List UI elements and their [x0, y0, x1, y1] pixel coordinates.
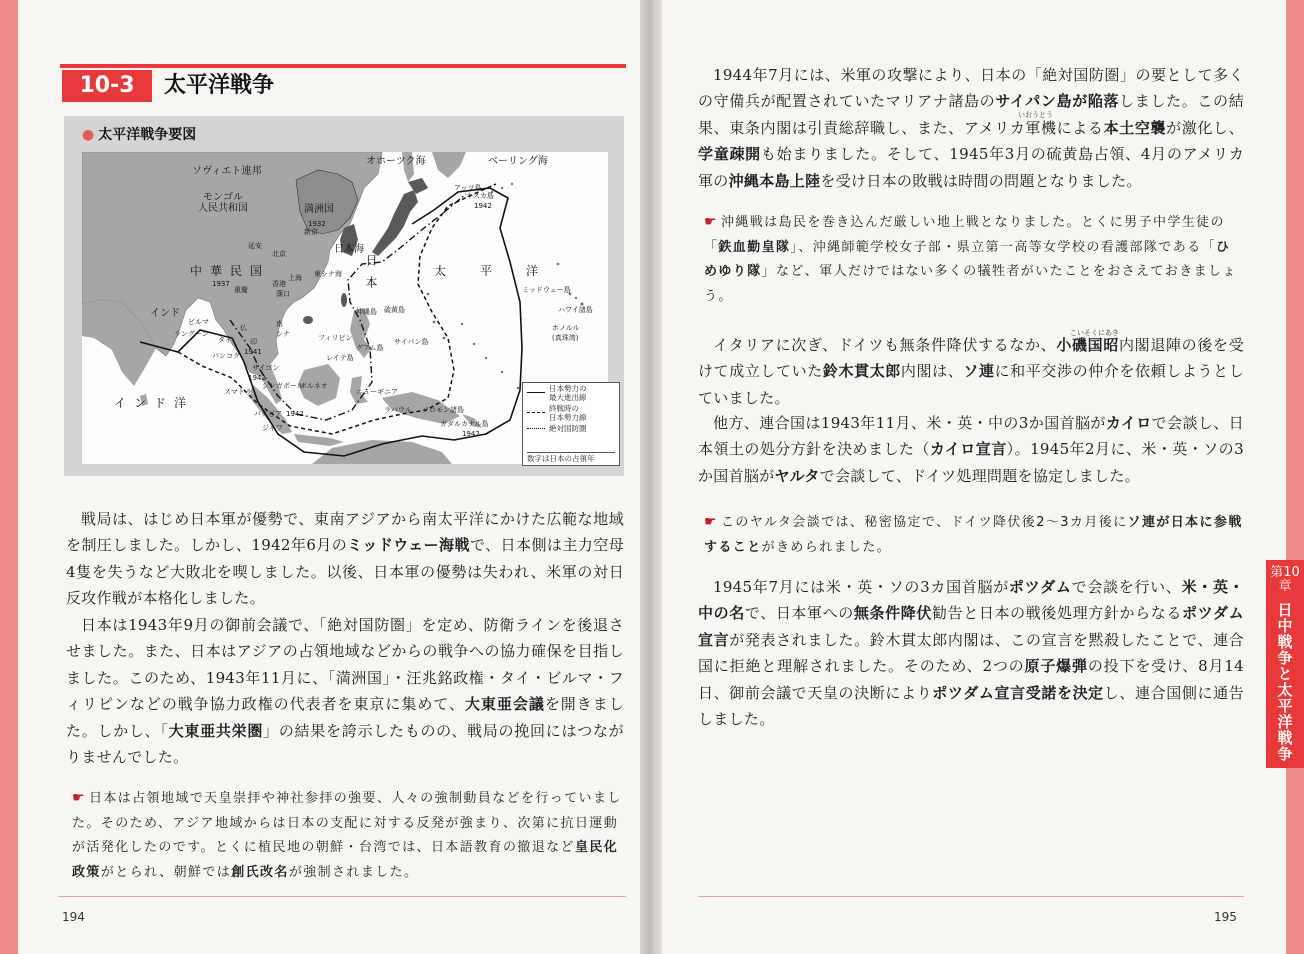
- label-1937: 1937: [212, 280, 230, 288]
- pointing-hand-icon: ☛: [72, 790, 86, 806]
- section-title: 太平洋戦争: [164, 73, 275, 98]
- label-iwojima: 硫黄島: [384, 306, 405, 314]
- chapter-title: 日中戦争と太平洋戦争: [1275, 602, 1294, 762]
- pacific-war-map-figure: [64, 116, 624, 476]
- label-chongqing: 重慶: [234, 286, 248, 294]
- label-honolulu: ホノルル: [552, 324, 580, 332]
- label-singapore: シンガポール: [262, 382, 304, 390]
- label-solomon: ソロモン諸島: [422, 406, 464, 414]
- bold-term-kominka: 皇民化政策: [72, 840, 619, 880]
- dash-dot-line-symbol: [527, 412, 545, 413]
- figure-title-text: 太平洋戦争要図: [98, 127, 197, 143]
- bold-term-tekketsu: 鉄血勤皇隊: [718, 239, 791, 255]
- label-batavia: バタビア: [254, 410, 282, 418]
- book-gutter: [640, 0, 662, 954]
- label-hanoi: 漢口: [276, 290, 290, 298]
- label-hongkong: 香港: [272, 280, 286, 288]
- footer-rule-left: [58, 896, 626, 897]
- section-number: 10-3: [62, 70, 152, 102]
- label-japan: 日本: [364, 254, 378, 298]
- label-java: ジャワ: [262, 424, 283, 432]
- page-number-right: 195: [1214, 910, 1237, 924]
- bold-term-potsdam: ポツダム: [1008, 578, 1072, 596]
- label-1942d: 1942: [462, 430, 480, 438]
- bold-term-okinawa-landing: 沖縄本島上陸: [728, 171, 821, 190]
- label-indian-ocean: インド洋: [114, 396, 195, 410]
- bold-term-co-prosperity-sphere: 大東亜共栄圏: [168, 721, 264, 740]
- note-paragraph-r2: ☛ このヤルタ会談では、秘密協定で、ドイツ降伏後2〜3カ月後にソ連が日本に参戦することがきめられました。: [704, 514, 1243, 555]
- label-1941: 1941: [244, 348, 262, 356]
- bold-term-soshi-kaimei: 創氏改名: [231, 864, 289, 880]
- legend-note: 数字は日本の占領年: [527, 452, 615, 463]
- body-paragraph-2: 日本は1943年9月の御前会議で、「絶対国防圏」を定め、防衛ラインを後退させました。また、日本はアジアの占領地域などからの戦争への協力確保を目指しました。このため、1943年11月に、「満洲国」・汪兆銘政権・タイ・ビルマ・フィリピンなどの戦争協力政権の代表者を東京に集めて、大東亜会議を開きました。しかし、「大東亜共栄圏」の結果を誇示したものの、戦局の挽回にはつながりませんでした。: [66, 616, 624, 767]
- body-paragraph-r3: 他方、連合国は1943年11月、米・英・中の3か国首脳がカイロで会談し、日本領土の処分方針を決めました（カイロ宣言）。1945年2月に、米・英・ソの3か国首脳がヤルタで会談して、ドイツ処理問題を協定しました。: [698, 414, 1244, 485]
- bold-term-soviet-entry: ソ連が日本に参戦すること: [704, 515, 1243, 555]
- bold-term-cairo-declaration: カイロ宣言: [929, 440, 1007, 459]
- left-page: [18, 0, 640, 954]
- dashed-line-symbol: [527, 428, 545, 429]
- label-india: インド: [150, 308, 180, 319]
- page-number-left: 194: [62, 910, 85, 924]
- circle-bullet-icon: ●: [82, 127, 95, 143]
- bold-term-unconditional-surrender: 無条件降伏: [853, 604, 933, 623]
- ruby-iou: いおうとう: [1018, 111, 1053, 119]
- note-paragraph-left: ☛ 日本は占領地域で天皇崇拝や神社参拝の強要、人々の強制動員などを行っていました。そのため、アジア地域からは日本の支配に対する反発が強まり、次第に抗日運動が活発化したのです。とくに植民地の朝鮮・台湾では、日本語教育の撤退など皇民化政策がとられ、朝鮮では創氏改名が強制されました。: [72, 790, 622, 880]
- label-1942a: 1942: [248, 374, 266, 382]
- label-xinjing: 新京: [304, 228, 318, 236]
- bold-term-potsdam-declaration: ポツダム宣言: [698, 604, 1244, 649]
- label-beijing: 北京: [272, 250, 286, 258]
- label-saipan: サイパン島: [394, 338, 429, 346]
- label-pearl-harbor: (真珠湾): [552, 334, 579, 342]
- legend-max-advance: [523, 383, 619, 403]
- chapter-number: 第10章: [1270, 565, 1300, 594]
- label-china: 中華民国: [190, 264, 271, 278]
- label-bangkok: バンコク: [212, 352, 240, 360]
- label-guadalcanal: ガダルカナル島: [440, 420, 489, 428]
- left-page-edge: [0, 0, 18, 954]
- label-futsu: 仏: [240, 324, 247, 332]
- note-paragraph-r1: ☛ 沖縄戦は島民を巻き込んだ厳しい地上戦となりました。とくに男子中学生徒の「鉄血勤皇隊」、沖縄師範学校女子部・県立第一高等女学校の看護部隊である「ひめゆり隊」など、軍人だけではない多くの犠牲者がいたことをおさえておきましょう。: [704, 214, 1237, 304]
- label-rabaul: ラバウル: [384, 406, 412, 414]
- taiwan-island: [341, 293, 347, 307]
- label-mongolia: モンゴル 人民共和国: [198, 192, 248, 214]
- label-rangoon: ラングーン: [174, 330, 209, 338]
- bold-term-greater-east-asia-conference: 大東亜会議: [464, 695, 545, 714]
- chapter-tab: [1266, 560, 1304, 768]
- bold-term-potsdam-acceptance: ポツダム宣言受諾を決定: [932, 683, 1104, 702]
- label-guam: グアム島: [356, 344, 384, 352]
- map-legend: [522, 382, 620, 466]
- footer-rule-right: [698, 896, 1244, 897]
- label-manchukuo: 満洲国: [304, 204, 334, 215]
- label-okhotsk: オホーツク海: [366, 156, 426, 167]
- label-burma: ビルマ: [188, 318, 209, 326]
- solid-line-symbol: [527, 392, 545, 393]
- pointing-hand-icon: ☛: [704, 514, 718, 530]
- label-indo: 印: [250, 338, 257, 346]
- label-kiska: キスカ島: [466, 192, 494, 200]
- label-bering: ベーリング海: [488, 156, 548, 167]
- section-header-rule: [60, 64, 626, 68]
- bold-term-us-uk-china: 米・英・中の名: [698, 578, 1245, 623]
- label-east-china-sea: 東シナ海: [314, 270, 342, 278]
- body-paragraph-r1: 1944年7月には、米軍の攻撃により、日本の「絶対国防圏」の要として多くの守備兵が配置されていたマリアナ諸島のサイパン島が陥落しました。この結果、東条内閣は引責総辞職し、また、アメリカ軍機による本土空襲が激化し、学童疎開も始まりました。そして、1945年3月の硫黄島占領、4月のアメリカ軍の沖縄本島上陸を受け日本の敗戦は時間の問題となりました。: [698, 66, 1244, 190]
- label-thai: タイ: [218, 336, 232, 344]
- label-attu: アッツ島: [454, 184, 482, 192]
- label-soviet: ソヴィエト連邦: [192, 166, 262, 177]
- ruby-koiso: こいそくにあき: [1070, 329, 1119, 337]
- label-1942c: 1942: [474, 202, 492, 210]
- legend-text-3: 絶対国防圏: [549, 424, 587, 433]
- body-paragraph-r2: イタリアに次ぎ、ドイツも無条件降伏するなか、小磯国昭内閣退陣の後を受けて成立していた鈴木貫太郎内閣は、ソ連に和平交渉の仲介を依頼しようとしていました。: [698, 336, 1244, 407]
- bold-term-yalta: ヤルタ: [774, 466, 820, 485]
- pointing-hand-icon: ☛: [704, 214, 718, 230]
- label-yanan: 延安: [248, 242, 262, 250]
- label-pacific: 太平洋: [434, 264, 573, 278]
- legend-text-2: 終戦時の 日本勢力線: [549, 404, 587, 422]
- label-shanghai: 上海: [288, 274, 302, 282]
- body-paragraph-r4: 1945年7月には米・英・ソの3カ国首脳がポツダムで会談を行い、米・英・中の名で、日本軍への無条件降伏勧告と日本の戦後処理方針からなるポツダム宣言が発表されました。鈴木貫太郎内閣は、この宣言を黙殺したことで、連合国に拒絶と理解されました。そのため、2つの原子爆弾の投下を受け、8月14日、御前会議で天皇の決断によりポツダム宣言受諾を決定し、連合国側に通告しました。: [698, 578, 1245, 729]
- bold-term-midway: ミッドウェー海戦: [347, 536, 470, 555]
- bold-term-soviet: ソ連: [963, 362, 995, 381]
- label-sea-of-japan: 日本海: [334, 244, 364, 255]
- label-hawaii: ハワイ諸島: [558, 306, 593, 314]
- label-shina: シナ: [276, 330, 290, 338]
- right-page: [662, 0, 1286, 954]
- label-1942b: 1942: [286, 410, 304, 418]
- bold-term-koiso: 小磯国昭: [1056, 336, 1120, 354]
- bold-term-evacuation: 学童疎開: [698, 145, 761, 164]
- label-borneo: ボルネオ: [300, 382, 328, 390]
- bold-term-atomic-bomb: 原子爆弾: [1024, 657, 1088, 676]
- label-midway: ミッドウェー島: [522, 286, 571, 294]
- right-page-edge: [1286, 0, 1304, 954]
- legend-text-1: 日本勢力の 最大進出線: [549, 384, 587, 402]
- label-sumatra: スマトラ: [224, 388, 252, 396]
- label-philippines: フィリピン: [318, 334, 353, 342]
- hainan-island: [303, 316, 313, 324]
- figure-title: [82, 124, 196, 144]
- legend-end-of-war: [523, 403, 619, 423]
- label-okinawa: 沖縄島: [356, 308, 377, 316]
- label-saigon: サイゴン: [252, 364, 280, 372]
- label-leyte: レイテ島: [326, 354, 354, 362]
- body-paragraph-1: 戦局は、はじめ日本軍が優勢で、東南アジアから南太平洋にかけた広範な地域を制圧しました。しかし、1942年6月のミッドウェー海戦で、日本側は主力空母4隻を失うなど大敗北を喫しました。以後、日本軍の優勢は失われ、米軍の対日反攻作戦が本格化しました。: [66, 510, 624, 608]
- bold-term-suzuki: 鈴木貫太郎: [822, 362, 901, 381]
- label-new-guinea: ニューギニア: [356, 388, 398, 396]
- bold-term-air-raids: 本土空襲: [1103, 118, 1167, 137]
- label-1932: 1932: [308, 220, 326, 228]
- bold-term-saipan: サイパン島が陥落: [995, 92, 1120, 111]
- bold-term-himeyuri: ひめゆり隊: [704, 239, 1231, 279]
- label-minami: 南: [276, 320, 283, 328]
- bold-term-cairo: カイロ: [1105, 414, 1152, 432]
- legend-defense-zone: [523, 423, 619, 439]
